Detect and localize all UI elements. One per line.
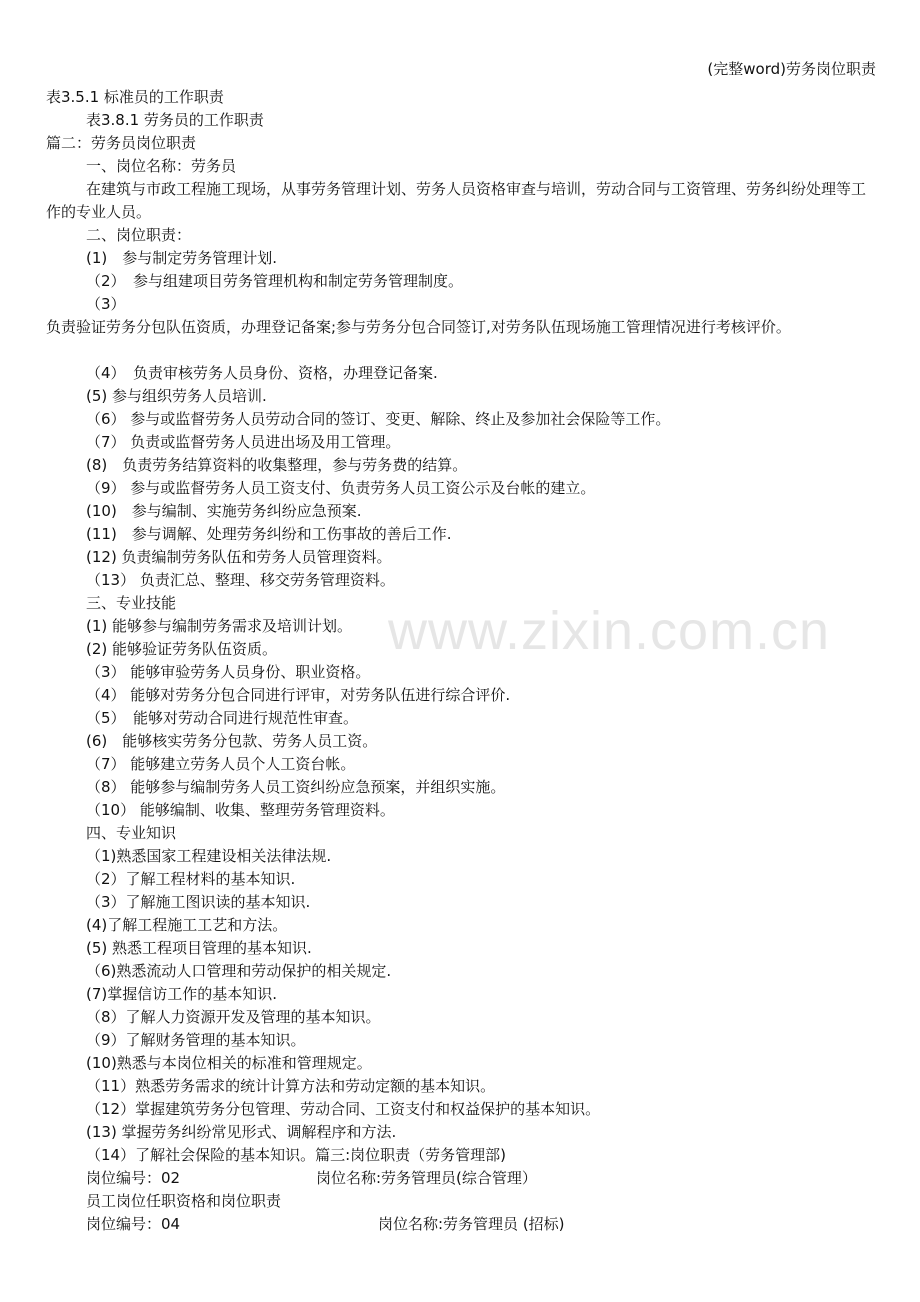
knowledge-item-14: （14）了解社会保险的基本知识。篇三:岗位职责（劳务管理部) [86,1146,506,1164]
heading-job-name: 一、岗位名称：劳务员 [86,157,237,175]
knowledge-item-9: （9）了解财务管理的基本知识。 [86,1031,306,1049]
skill-item-2: (2) 能够验证劳务队伍资质。 [86,640,278,658]
knowledge-item-10: (10)熟悉与本岗位相关的标准和管理规定。 [86,1054,372,1072]
duty-item-7: （7） 负责或监督劳务人员进出场及用工管理。 [86,433,401,451]
skill-item-8: （8） 能够参与编制劳务人员工资纠纷应急预案，并组织实施。 [86,778,506,796]
knowledge-item-7: (7)掌握信访工作的基本知识. [86,985,278,1003]
heading-professional-knowledge: 四、专业知识 [86,824,177,842]
skill-item-3: （3） 能够审验劳务人员身份、职业资格。 [86,663,371,681]
knowledge-item-12: （12）掌握建筑劳务分包管理、劳动合同、工资支付和权益保护的基本知识。 [86,1100,601,1118]
duty-item-13: （13） 负责汇总、整理、移交劳务管理资料。 [86,571,395,589]
table-caption-labor-staff: 表3.8.1 劳务员的工作职责 [86,111,264,129]
duty-item-10: (10) 参与编制、实施劳务纠纷应急预案. [86,502,362,520]
duty-item-11: (11) 参与调解、处理劳务纠纷和工伤事故的善后工作. [86,525,452,543]
knowledge-item-1: （1)熟悉国家工程建设相关法律法规. [86,847,332,865]
duty-item-4: （4） 负责审核劳务人员身份、资格，办理登记备案. [86,364,438,382]
knowledge-item-5: (5) 熟悉工程项目管理的基本知识. [86,939,312,957]
position-name-bidding: 岗位名称:劳务管理员 (招标) [378,1215,565,1233]
knowledge-item-13: (13) 掌握劳务纠纷常见形式、调解程序和方法. [86,1123,397,1141]
knowledge-item-2: （2）了解工程材料的基本知识. [86,870,296,888]
section-title-part-two: 篇二：劳务员岗位职责 [46,134,197,152]
position-code-02: 岗位编号：02 [86,1169,181,1187]
duty-item-8: (8) 负责劳务结算资料的收集整理，参与劳务费的结算。 [86,456,468,474]
duty-item-3-number: （3） [86,295,126,313]
job-description-paragraph: 在建筑与市政工程施工现场，从事劳务管理计划、劳务人员资格审查与培训，劳动合同与工资管理、劳务纠纷处理等工作的专业人员。 [46,180,867,221]
duty-item-3-text: 负责验证劳务分包队伍资质，办理登记备案;参与劳务分包合同签订,对劳务队伍现场施工管理情况进行考核评价。 [46,318,791,336]
duty-item-2: （2） 参与组建项目劳务管理机构和制定劳务管理制度。 [86,272,464,290]
skill-item-4: （4） 能够对劳务分包合同进行评审，对劳务队伍进行综合评价. [86,686,511,704]
knowledge-item-4: (4)了解工程施工工艺和方法。 [86,916,288,934]
skill-item-10: （10） 能够编制、收集、整理劳务管理资料。 [86,801,395,819]
heading-job-duties: 二、岗位职责： [86,226,192,244]
skill-item-7: （7） 能够建立劳务人员个人工资台帐。 [86,755,356,773]
duty-item-9: （9） 参与或监督劳务人员工资支付、负责劳务人员工资公示及台帐的建立。 [86,479,596,497]
skill-item-6: (6) 能够核实劳务分包款、劳务人员工资。 [86,732,378,750]
duty-item-5: (5) 参与组织劳务人员培训. [86,387,267,405]
duty-item-1: (1) 参与制定劳务管理计划. [86,249,278,267]
heading-professional-skills: 三、专业技能 [86,594,177,612]
qualification-heading: 员工岗位任职资格和岗位职责 [86,1192,282,1210]
position-code-04: 岗位编号：04 [86,1215,181,1233]
knowledge-item-6: （6)熟悉流动人口管理和劳动保护的相关规定. [86,962,392,980]
watermark: www.zixin.com.cn [388,601,831,661]
skill-item-5: （5） 能够对劳动合同进行规范性审查。 [86,709,359,727]
page-header: (完整word)劳务岗位职责 [707,60,876,78]
knowledge-item-11: （11）熟悉劳务需求的统计计算方法和劳动定额的基本知识。 [86,1077,496,1095]
duty-item-6: （6） 参与或监督劳务人员劳动合同的签订、变更、解除、终止及参加社会保险等工作。 [86,410,671,428]
knowledge-item-8: （8）了解人力资源开发及管理的基本知识。 [86,1008,381,1026]
knowledge-item-3: （3）了解施工图识读的基本知识. [86,893,311,911]
position-name-comprehensive: 岗位名称:劳务管理员(综合管理） [316,1169,537,1187]
skill-item-1: (1) 能够参与编制劳务需求及培训计划。 [86,617,353,635]
duty-item-12: (12) 负责编制劳务队伍和劳务人员管理资料。 [86,548,392,566]
table-caption-standard-staff: 表3.5.1 标准员的工作职责 [46,88,224,106]
